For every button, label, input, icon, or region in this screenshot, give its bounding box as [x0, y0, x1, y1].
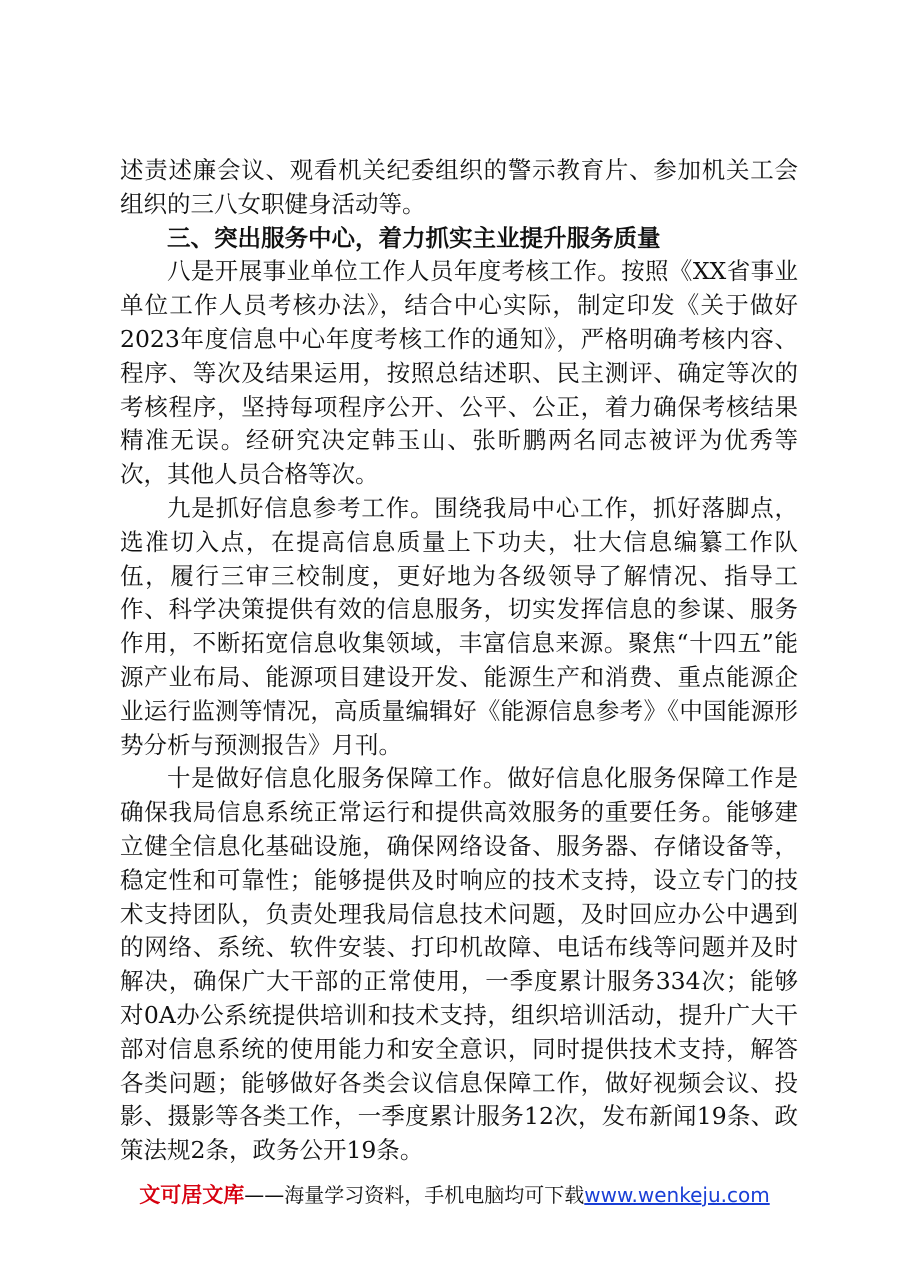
paragraph-item-10: 十是做好信息化服务保障工作。做好信息化服务保障工作是确保我局信息系统正常运行和提供高效服务的重要任务。能够建立健全信息化基础设施，确保网络设备、服务器、存储设备等，稳定性和可靠性；能够提供及时响应的技术支持，设立专门的技术支持团队，负责处理我局信息技术问题，及时回应办公中遇到的网络、系统、软件安装、打印机故障、电话布线等问题并及时解决，确保广大干部的正常使用，一季度累计服务334次；能够对0A办公系统提供培训和技术支持，组织培训活动，提升广大干部对信息系统的使用能力和安全意识，同时提供技术支持，解答各类问题；能够做好各类会议信息保障工作，做好视频会议、投影、摄影等各类工作，一季度累计服务12次，发布新闻19条、政策法规2条，政务公开19条。: [120, 764, 798, 1165]
footer-link[interactable]: www.wenkeju.com: [584, 1183, 770, 1207]
paragraph-item-8: 八是开展事业单位工作人员年度考核工作。按照《XX省事业单位工作人员考核办法》，结合中心实际，制定印发《关于做好2023年度信息中心年度考核工作的通知》，严格明确考核内容、程序、等次及结果运用，按照总结述职、民主测评、确定等次的考核程序，坚持每项程序公开、公平、公正，着力确保考核结果精准无误。经研究决定韩玉山、张昕鹏两名同志被评为优秀等次，其他人员合格等次。: [120, 257, 798, 489]
footer-banner: [0, 1180, 909, 1210]
paragraph-continuation: 述责述廉会议、观看机关纪委组织的警示教育片、参加机关工会组织的三八女职健身活动等。: [120, 156, 798, 218]
paragraph-item-9: 九是抓好信息参考工作。围绕我局中心工作，抓好落脚点，选准切入点，在提高信息质量上下功夫，壮大信息编纂工作队伍，履行三审三校制度，更好地为各级领导了解情况、指导工作、科学决策提供有效的信息服务，切实发挥信息的参谋、服务作用，不断拓宽信息收集领域，丰富信息来源。聚焦“十四五”能源产业布局、能源项目建设开发、能源生产和消费、重点能源企业运行监测等情况，高质量编辑好《能源信息参考》《中国能源形势分析与预测报告》月刊。: [120, 493, 798, 759]
section-heading: 三、突出服务中心，着力抓实主业提升服务质量: [167, 223, 661, 252]
footer-brand: 文可居文库: [139, 1183, 245, 1207]
document-body: [120, 154, 798, 1168]
footer-slogan: ——海量学习资料，手机电脑均可下载: [244, 1183, 585, 1207]
